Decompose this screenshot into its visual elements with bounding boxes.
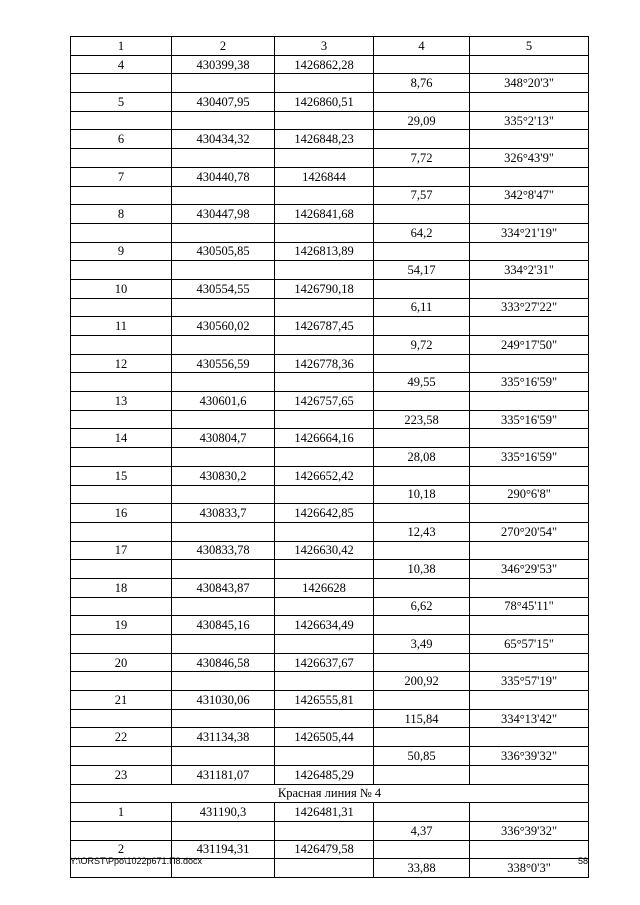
x-coordinate-cell <box>172 298 275 317</box>
point-row <box>71 167 589 186</box>
length-cell <box>374 653 470 672</box>
bearing-cell <box>470 840 589 859</box>
x-coordinate-cell <box>172 261 275 280</box>
point-row <box>71 55 589 74</box>
y-coordinate-cell <box>275 859 374 878</box>
bearing-cell: 249°17'50" <box>470 336 589 355</box>
point-row <box>71 130 589 149</box>
x-coordinate-cell: 430399,38 <box>172 55 275 74</box>
point-row <box>71 653 589 672</box>
y-coordinate-cell <box>275 410 374 429</box>
x-coordinate-cell: 431030,06 <box>172 691 275 710</box>
y-coordinate-cell <box>275 821 374 840</box>
bearing-cell: 342°8'47" <box>470 186 589 205</box>
point-row <box>71 242 589 261</box>
y-coordinate-cell <box>275 597 374 616</box>
bearing-cell: 336°39'32" <box>470 821 589 840</box>
point-row <box>71 803 589 822</box>
section-row <box>71 784 589 803</box>
y-coordinate-cell: 1426848,23 <box>275 130 374 149</box>
x-coordinate-cell <box>172 485 275 504</box>
point-number-cell: 21 <box>71 691 172 710</box>
length-cell <box>374 392 470 411</box>
bearing-cell <box>470 93 589 112</box>
point-number-cell <box>71 298 172 317</box>
length-cell: 28,08 <box>374 448 470 467</box>
header-cell-3: 3 <box>275 37 374 56</box>
point-number-cell <box>71 261 172 280</box>
x-coordinate-cell <box>172 672 275 691</box>
x-coordinate-cell <box>172 186 275 205</box>
length-cell <box>374 167 470 186</box>
y-coordinate-cell: 1426841,68 <box>275 205 374 224</box>
y-coordinate-cell: 1426787,45 <box>275 317 374 336</box>
point-number-cell: 22 <box>71 728 172 747</box>
length-cell <box>374 130 470 149</box>
footer-file-path: Y:\ORST\Ppo\1022p671.П8.docx <box>70 856 203 866</box>
y-coordinate-cell <box>275 261 374 280</box>
point-row <box>71 504 589 523</box>
bearing-cell <box>470 765 589 784</box>
bearing-cell: 336°39'32" <box>470 747 589 766</box>
length-cell: 6,62 <box>374 597 470 616</box>
bearing-cell: 335°16'59" <box>470 410 589 429</box>
length-cell <box>374 541 470 560</box>
bearing-cell <box>470 691 589 710</box>
y-coordinate-cell: 1426778,36 <box>275 354 374 373</box>
length-cell <box>374 354 470 373</box>
segment-row <box>71 709 589 728</box>
point-number-cell: 1 <box>71 803 172 822</box>
point-row <box>71 616 589 635</box>
bearing-cell <box>470 728 589 747</box>
y-coordinate-cell: 1426844 <box>275 167 374 186</box>
segment-row <box>71 186 589 205</box>
y-coordinate-cell: 1426860,51 <box>275 93 374 112</box>
bearing-cell: 338°0'3" <box>470 859 589 878</box>
point-row <box>71 317 589 336</box>
x-coordinate-cell <box>172 373 275 392</box>
segment-row <box>71 261 589 280</box>
bearing-cell: 334°13'42" <box>470 709 589 728</box>
length-cell: 10,38 <box>374 560 470 579</box>
length-cell: 33,88 <box>374 859 470 878</box>
x-coordinate-cell: 431194,31 <box>172 840 275 859</box>
length-cell <box>374 205 470 224</box>
y-coordinate-cell <box>275 522 374 541</box>
bearing-cell <box>470 504 589 523</box>
page-number: 58 <box>577 856 588 866</box>
length-cell: 3,49 <box>374 635 470 654</box>
bearing-cell <box>470 317 589 336</box>
x-coordinate-cell: 431190,3 <box>172 803 275 822</box>
length-cell <box>374 504 470 523</box>
x-coordinate-cell <box>172 74 275 93</box>
x-coordinate-cell <box>172 522 275 541</box>
point-number-cell <box>71 672 172 691</box>
length-cell <box>374 242 470 261</box>
bearing-cell: 335°16'59" <box>470 373 589 392</box>
y-coordinate-cell: 1426862,28 <box>275 55 374 74</box>
bearing-cell <box>470 242 589 261</box>
y-coordinate-cell: 1426505,44 <box>275 728 374 747</box>
point-number-cell <box>71 709 172 728</box>
length-cell: 64,2 <box>374 223 470 242</box>
x-coordinate-cell <box>172 223 275 242</box>
bearing-cell: 290°6'8" <box>470 485 589 504</box>
y-coordinate-cell <box>275 223 374 242</box>
point-number-cell: 16 <box>71 504 172 523</box>
point-number-cell: 23 <box>71 765 172 784</box>
point-number-cell <box>71 560 172 579</box>
point-number-cell <box>71 373 172 392</box>
segment-row <box>71 410 589 429</box>
y-coordinate-cell <box>275 149 374 168</box>
x-coordinate-cell <box>172 747 275 766</box>
bearing-cell: 78°45'11" <box>470 597 589 616</box>
x-coordinate-cell: 430440,78 <box>172 167 275 186</box>
segment-row <box>71 149 589 168</box>
x-coordinate-cell <box>172 821 275 840</box>
bearing-cell <box>470 392 589 411</box>
segment-row <box>71 821 589 840</box>
point-number-cell <box>71 186 172 205</box>
point-row <box>71 354 589 373</box>
bearing-cell <box>470 55 589 74</box>
x-coordinate-cell <box>172 635 275 654</box>
header-cell-5: 5 <box>470 37 589 56</box>
point-row <box>71 578 589 597</box>
y-coordinate-cell <box>275 672 374 691</box>
segment-row <box>71 747 589 766</box>
length-cell: 50,85 <box>374 747 470 766</box>
length-cell <box>374 691 470 710</box>
x-coordinate-cell: 430833,78 <box>172 541 275 560</box>
point-number-cell: 8 <box>71 205 172 224</box>
point-number-cell: 9 <box>71 242 172 261</box>
segment-row <box>71 298 589 317</box>
point-row <box>71 765 589 784</box>
length-cell <box>374 728 470 747</box>
y-coordinate-cell <box>275 485 374 504</box>
x-coordinate-cell <box>172 709 275 728</box>
point-row <box>71 541 589 560</box>
bearing-cell <box>470 616 589 635</box>
bearing-cell <box>470 130 589 149</box>
x-coordinate-cell <box>172 597 275 616</box>
x-coordinate-cell <box>172 560 275 579</box>
segment-row <box>71 336 589 355</box>
point-number-cell <box>71 223 172 242</box>
x-coordinate-cell: 430407,95 <box>172 93 275 112</box>
y-coordinate-cell: 1426485,29 <box>275 765 374 784</box>
y-coordinate-cell <box>275 111 374 130</box>
x-coordinate-cell: 430833,7 <box>172 504 275 523</box>
point-number-cell <box>71 410 172 429</box>
segment-row <box>71 111 589 130</box>
x-coordinate-cell: 430434,32 <box>172 130 275 149</box>
segment-row <box>71 560 589 579</box>
coordinates-table <box>70 36 589 878</box>
y-coordinate-cell: 1426630,42 <box>275 541 374 560</box>
y-coordinate-cell <box>275 186 374 205</box>
header-cell-2: 2 <box>172 37 275 56</box>
point-number-cell <box>71 597 172 616</box>
x-coordinate-cell: 431181,07 <box>172 765 275 784</box>
y-coordinate-cell <box>275 74 374 93</box>
segment-row <box>71 522 589 541</box>
point-number-cell: 12 <box>71 354 172 373</box>
point-number-cell <box>71 111 172 130</box>
length-cell: 4,37 <box>374 821 470 840</box>
segment-row <box>71 485 589 504</box>
x-coordinate-cell: 430560,02 <box>172 317 275 336</box>
bearing-cell: 270°20'54" <box>470 522 589 541</box>
bearing-cell <box>470 354 589 373</box>
y-coordinate-cell: 1426664,16 <box>275 429 374 448</box>
length-cell <box>374 55 470 74</box>
y-coordinate-cell <box>275 747 374 766</box>
point-row <box>71 466 589 485</box>
length-cell: 54,17 <box>374 261 470 280</box>
y-coordinate-cell <box>275 448 374 467</box>
length-cell <box>374 803 470 822</box>
y-coordinate-cell <box>275 336 374 355</box>
bearing-cell: 335°2'13" <box>470 111 589 130</box>
length-cell: 8,76 <box>374 74 470 93</box>
header-row <box>71 37 589 56</box>
y-coordinate-cell: 1426652,42 <box>275 466 374 485</box>
bearing-cell: 333°27'22" <box>470 298 589 317</box>
x-coordinate-cell <box>172 410 275 429</box>
bearing-cell: 334°2'31" <box>470 261 589 280</box>
point-number-cell <box>71 448 172 467</box>
length-cell: 12,43 <box>374 522 470 541</box>
bearing-cell <box>470 541 589 560</box>
length-cell: 29,09 <box>374 111 470 130</box>
length-cell <box>374 466 470 485</box>
x-coordinate-cell: 430601,6 <box>172 392 275 411</box>
length-cell <box>374 840 470 859</box>
x-coordinate-cell <box>172 336 275 355</box>
point-number-cell <box>71 149 172 168</box>
x-coordinate-cell: 430846,58 <box>172 653 275 672</box>
y-coordinate-cell: 1426479,58 <box>275 840 374 859</box>
bearing-cell <box>470 466 589 485</box>
point-number-cell: 10 <box>71 279 172 298</box>
point-number-cell <box>71 635 172 654</box>
x-coordinate-cell: 430830,2 <box>172 466 275 485</box>
point-number-cell: 11 <box>71 317 172 336</box>
section-title: Красная линия № 4 <box>71 784 589 803</box>
segment-row <box>71 373 589 392</box>
y-coordinate-cell: 1426790,18 <box>275 279 374 298</box>
bearing-cell: 335°57'19" <box>470 672 589 691</box>
point-number-cell: 20 <box>71 653 172 672</box>
segment-row <box>71 635 589 654</box>
length-cell <box>374 616 470 635</box>
bearing-cell: 335°16'59" <box>470 448 589 467</box>
y-coordinate-cell: 1426637,67 <box>275 653 374 672</box>
bearing-cell: 326°43'9" <box>470 149 589 168</box>
y-coordinate-cell: 1426555,81 <box>275 691 374 710</box>
point-number-cell: 14 <box>71 429 172 448</box>
bearing-cell <box>470 578 589 597</box>
point-number-cell: 4 <box>71 55 172 74</box>
length-cell: 9,72 <box>374 336 470 355</box>
point-number-cell <box>71 821 172 840</box>
point-number-cell <box>71 74 172 93</box>
header-cell-1: 1 <box>71 37 172 56</box>
segment-row <box>71 74 589 93</box>
point-number-cell: 17 <box>71 541 172 560</box>
point-number-cell: 2 <box>71 840 172 859</box>
bearing-cell <box>470 429 589 448</box>
y-coordinate-cell <box>275 298 374 317</box>
length-cell: 223,58 <box>374 410 470 429</box>
point-number-cell: 18 <box>71 578 172 597</box>
x-coordinate-cell: 430554,55 <box>172 279 275 298</box>
x-coordinate-cell <box>172 111 275 130</box>
point-number-cell: 19 <box>71 616 172 635</box>
point-number-cell <box>71 522 172 541</box>
point-number-cell: 13 <box>71 392 172 411</box>
length-cell <box>374 279 470 298</box>
x-coordinate-cell <box>172 149 275 168</box>
point-row <box>71 429 589 448</box>
segment-row <box>71 597 589 616</box>
bearing-cell: 348°20'3" <box>470 74 589 93</box>
point-number-cell: 7 <box>71 167 172 186</box>
length-cell <box>374 93 470 112</box>
y-coordinate-cell <box>275 560 374 579</box>
length-cell: 200,92 <box>374 672 470 691</box>
x-coordinate-cell: 430804,7 <box>172 429 275 448</box>
x-coordinate-cell: 430845,16 <box>172 616 275 635</box>
point-number-cell: 15 <box>71 466 172 485</box>
y-coordinate-cell: 1426481,31 <box>275 803 374 822</box>
y-coordinate-cell: 1426757,65 <box>275 392 374 411</box>
length-cell <box>374 765 470 784</box>
point-number-cell: 5 <box>71 93 172 112</box>
length-cell <box>374 578 470 597</box>
length-cell: 7,57 <box>374 186 470 205</box>
point-row <box>71 728 589 747</box>
bearing-cell: 334°21'19" <box>470 223 589 242</box>
y-coordinate-cell: 1426628 <box>275 578 374 597</box>
point-row <box>71 279 589 298</box>
point-row <box>71 691 589 710</box>
segment-row <box>71 448 589 467</box>
length-cell: 49,55 <box>374 373 470 392</box>
x-coordinate-cell: 430505,85 <box>172 242 275 261</box>
bearing-cell <box>470 279 589 298</box>
length-cell: 115,84 <box>374 709 470 728</box>
x-coordinate-cell: 430556,59 <box>172 354 275 373</box>
y-coordinate-cell <box>275 635 374 654</box>
length-cell <box>374 317 470 336</box>
point-number-cell: 6 <box>71 130 172 149</box>
segment-row <box>71 223 589 242</box>
bearing-cell <box>470 167 589 186</box>
x-coordinate-cell: 431134,38 <box>172 728 275 747</box>
bearing-cell <box>470 803 589 822</box>
bearing-cell <box>470 205 589 224</box>
point-number-cell <box>71 485 172 504</box>
length-cell: 10,18 <box>374 485 470 504</box>
x-coordinate-cell: 430843,87 <box>172 578 275 597</box>
x-coordinate-cell: 430447,98 <box>172 205 275 224</box>
length-cell <box>374 429 470 448</box>
bearing-cell: 346°29'53" <box>470 560 589 579</box>
segment-row <box>71 672 589 691</box>
bearing-cell: 65°57'15" <box>470 635 589 654</box>
table-body <box>71 55 589 877</box>
length-cell: 6,11 <box>374 298 470 317</box>
header-cell-4: 4 <box>374 37 470 56</box>
length-cell: 7,72 <box>374 149 470 168</box>
point-row <box>71 205 589 224</box>
point-row <box>71 93 589 112</box>
y-coordinate-cell: 1426634,49 <box>275 616 374 635</box>
y-coordinate-cell: 1426813,89 <box>275 242 374 261</box>
x-coordinate-cell <box>172 448 275 467</box>
point-row <box>71 392 589 411</box>
y-coordinate-cell: 1426642,85 <box>275 504 374 523</box>
y-coordinate-cell <box>275 709 374 728</box>
point-number-cell <box>71 747 172 766</box>
y-coordinate-cell <box>275 373 374 392</box>
bearing-cell <box>470 653 589 672</box>
point-number-cell <box>71 336 172 355</box>
